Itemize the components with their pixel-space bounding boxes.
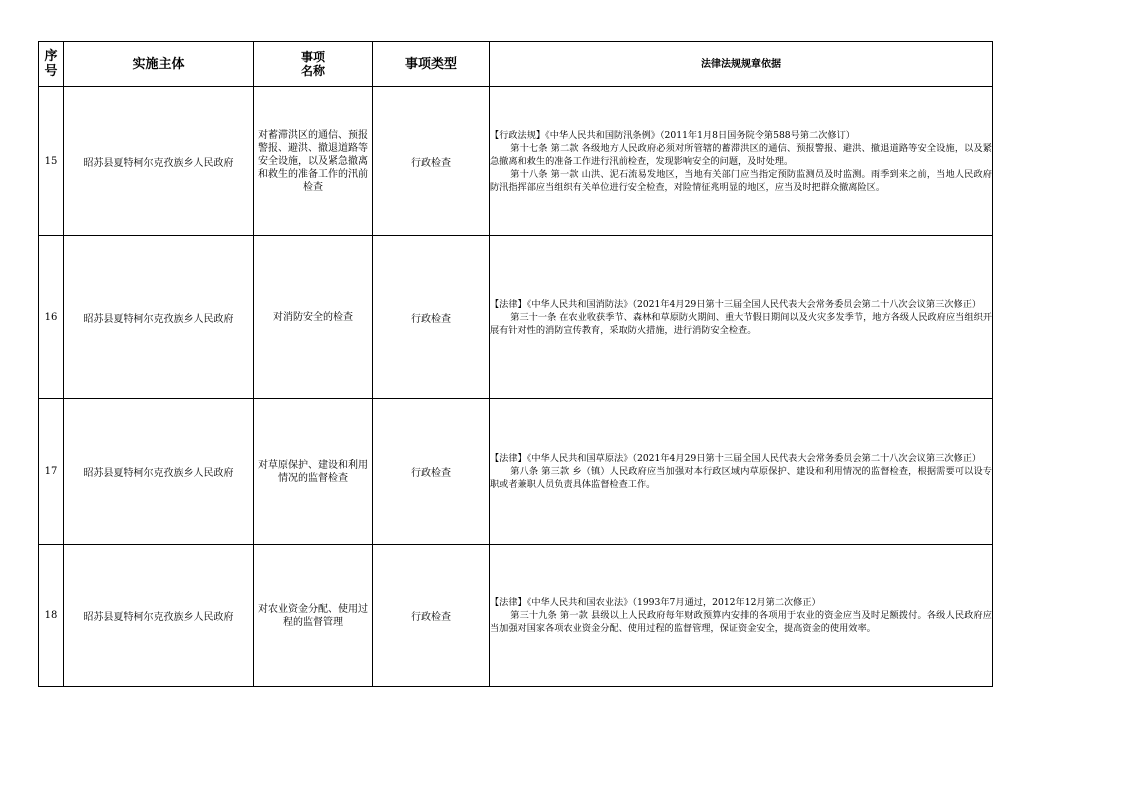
header-row — [39, 42, 993, 87]
table-row — [39, 399, 993, 545]
row-serial-number: 18 — [39, 545, 64, 687]
table-row — [39, 87, 993, 236]
row-matter-name: 对农业资金分配、使用过程的监督管理 — [254, 545, 373, 687]
header-matter-type: 事项类型 — [373, 42, 490, 87]
row-legal-basis — [490, 545, 993, 687]
basis-source: 【法律】《中华人民共和国消防法》（2021年4月29日第十三届全国人民代表大会常务委员会第二十八次会议第三次修正） — [490, 298, 982, 310]
basis-source: 【法律】《中华人民共和国草原法》（2021年4月29日第十三届全国人民代表大会常务委员会第二十八次会议第三次修正） — [490, 453, 982, 464]
matters-table — [38, 41, 993, 687]
basis-article: 第八条 第三款 乡（镇）人民政府应当加强对本行政区域内草原保护、建设和利用情况的监督检查，根据需要可以设专职或者兼职人员负责具体监督检查工作。 — [490, 466, 992, 490]
basis-source: 【行政法规】《中华人民共和国防汛条例》（2011年1月8日国务院令第588号第二次修订） — [490, 129, 855, 141]
basis-article: 第十八条 第一款 山洪、泥石流易发地区，当地有关部门应当指定预防监测员及时监测。雨季到来之前，当地人民政府防汛指挥部应当组织有关单位进行安全检查，对险情征兆明显的地区，应当及时把群众撤离险区。 — [490, 168, 992, 193]
basis-article: 第三十一条 在农业收获季节、森林和草原防火期间、重大节假日期间以及火灾多发季节，地方各级人民政府应当组织开展有针对性的消防宣传教育，采取防火措施，进行消防安全检查。 — [490, 311, 992, 336]
basis-article: 第十七条 第二款 各级地方人民政府必须对所管辖的蓄滞洪区的通信、预报警报、避洪、撤退道路等安全设施，以及紧急撤离和救生的准备工作进行汛前检查，发现影响安全的问题，及时处理。 — [490, 142, 992, 167]
table-row — [39, 236, 993, 399]
row-implementing-body: 昭苏县夏特柯尔克孜族乡人民政府 — [64, 87, 254, 236]
header-implementing-body: 实施主体 — [64, 42, 254, 87]
basis-source: 【法律】《中华人民共和国农业法》（1993年7月通过，2012年12月第二次修正） — [490, 597, 821, 608]
row-legal-basis — [490, 399, 993, 545]
table-row — [39, 545, 993, 687]
header-legal-basis: 法律法规规章依据 — [490, 42, 993, 87]
row-implementing-body: 昭苏县夏特柯尔克孜族乡人民政府 — [64, 399, 254, 545]
row-matter-name: 对蓄滞洪区的通信、预报警报、避洪、撤退道路等安全设施，以及紧急撤离和救生的准备工作的汛前检查 — [254, 87, 373, 236]
basis-article: 第三十九条 第一款 县级以上人民政府每年财政预算内安排的各项用于农业的资金应当及时足额拨付。各级人民政府应当加强对国家各项农业资金分配、使用过程的监督管理，保证资金安全，提高资金的使用效率。 — [490, 610, 992, 634]
row-matter-type: 行政检查 — [373, 545, 490, 687]
row-serial-number: 16 — [39, 236, 64, 399]
header-matter-name: 事项 名称 — [254, 42, 373, 87]
row-matter-type: 行政检查 — [373, 399, 490, 545]
row-legal-basis — [490, 87, 993, 236]
row-implementing-body: 昭苏县夏特柯尔克孜族乡人民政府 — [64, 545, 254, 687]
row-matter-type: 行政检查 — [373, 236, 490, 399]
row-matter-type: 行政检查 — [373, 87, 490, 236]
row-serial-number: 17 — [39, 399, 64, 545]
row-serial-number: 15 — [39, 87, 64, 236]
header-serial-number: 序 号 — [39, 42, 64, 87]
row-matter-name: 对消防安全的检查 — [254, 236, 373, 399]
row-legal-basis — [490, 236, 993, 399]
row-implementing-body: 昭苏县夏特柯尔克孜族乡人民政府 — [64, 236, 254, 399]
row-matter-name: 对草原保护、建设和利用情况的监督检查 — [254, 399, 373, 545]
